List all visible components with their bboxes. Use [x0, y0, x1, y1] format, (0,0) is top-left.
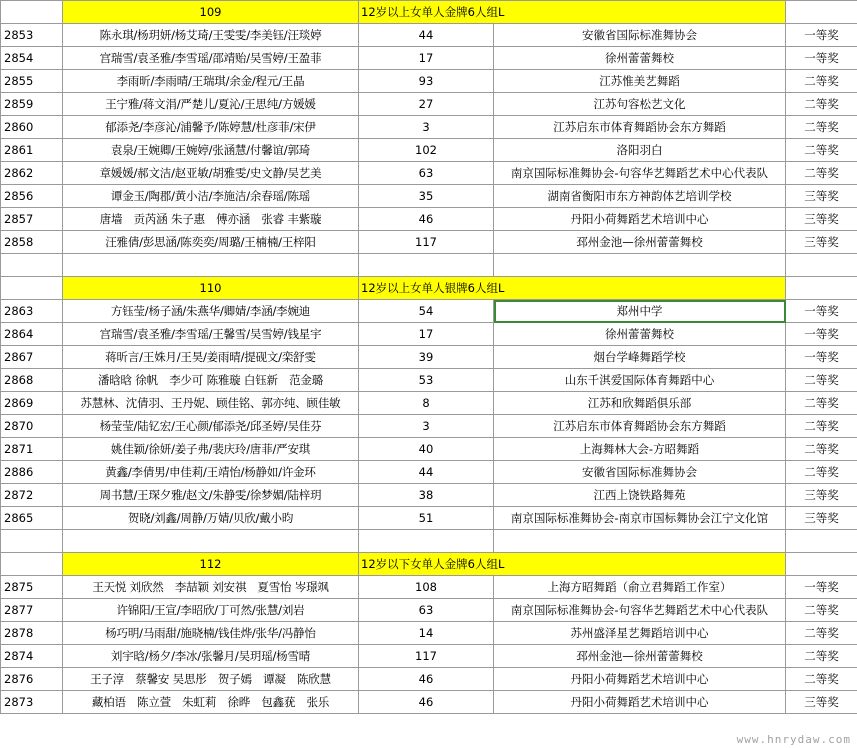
dancer-names[interactable]: 袁泉/王婉卿/王婉婷/张涵慧/付馨谊/郭琦: [63, 139, 359, 162]
award-level[interactable]: 二等奖: [786, 599, 857, 622]
dancer-names[interactable]: 王子淳 蔡馨安 吴思彤 贺子嫣 谭凝 陈欣慧: [63, 668, 359, 691]
team-count[interactable]: 38: [359, 484, 494, 507]
dancer-names[interactable]: 姚佳颖/徐妍/姜子弗/裴庆玲/唐菲/严安琪: [63, 438, 359, 461]
group-id[interactable]: 112: [63, 553, 359, 576]
empty-cell[interactable]: [786, 254, 857, 277]
dancer-names[interactable]: 李雨昕/李雨晴/王瑞琪/余金/程元/王晶: [63, 70, 359, 93]
team-count[interactable]: 53: [359, 369, 494, 392]
table-row: [1, 484, 857, 507]
award-level[interactable]: 二等奖: [786, 162, 857, 185]
dancer-names[interactable]: 苏慧林、沈倩羽、王丹妮、顾佳铭、郭亦纯、顾佳敏: [63, 392, 359, 415]
spacer-row: [1, 530, 857, 553]
table-row: [1, 369, 857, 392]
entry-number[interactable]: 2870: [1, 415, 63, 438]
table-row: [1, 162, 857, 185]
organization[interactable]: 江苏惟美艺舞蹈: [494, 70, 786, 93]
team-count[interactable]: 14: [359, 622, 494, 645]
organization[interactable]: 安徽省国际标准舞协会: [494, 461, 786, 484]
entry-number[interactable]: 2863: [1, 300, 63, 323]
organization[interactable]: 洛阳羽白: [494, 139, 786, 162]
table-row: [1, 24, 857, 47]
entry-number[interactable]: 2878: [1, 622, 63, 645]
award-level[interactable]: 二等奖: [786, 622, 857, 645]
award-level[interactable]: 一等奖: [786, 47, 857, 70]
team-count[interactable]: 108: [359, 576, 494, 599]
award-level[interactable]: 二等奖: [786, 392, 857, 415]
award-level[interactable]: 二等奖: [786, 438, 857, 461]
organization[interactable]: 邳州金池—徐州蕾蕾舞校: [494, 645, 786, 668]
watermark: www.hnrydaw.com: [736, 733, 851, 746]
dancer-names[interactable]: 宫瑞雪/袁圣雅/李雪瑶/邵靖贻/吴雪婷/王盈菲: [63, 47, 359, 70]
table-row: [1, 392, 857, 415]
organization[interactable]: 烟台学峰舞蹈学校: [494, 346, 786, 369]
empty-cell[interactable]: [63, 254, 359, 277]
empty-cell[interactable]: [786, 530, 857, 553]
organization[interactable]: 苏州盛泽星艺舞蹈培训中心: [494, 622, 786, 645]
entry-number[interactable]: 2855: [1, 70, 63, 93]
organization[interactable]: 江苏和欣舞蹈俱乐部: [494, 392, 786, 415]
award-level[interactable]: 二等奖: [786, 139, 857, 162]
entry-number[interactable]: 2857: [1, 208, 63, 231]
award-level[interactable]: 二等奖: [786, 116, 857, 139]
table-row: [1, 185, 857, 208]
team-count[interactable]: 3: [359, 415, 494, 438]
dancer-names[interactable]: 贺晓/刘鑫/周静/万婧/贝欣/戴小昀: [63, 507, 359, 530]
award-level[interactable]: 三等奖: [786, 185, 857, 208]
award-level[interactable]: 二等奖: [786, 645, 857, 668]
team-count[interactable]: 93: [359, 70, 494, 93]
group-id[interactable]: 109: [63, 1, 359, 24]
organization[interactable]: 丹阳小荷舞蹈艺术培训中心: [494, 208, 786, 231]
dancer-names[interactable]: 蒋昕言/王姝月/王昊/姜雨晴/提砚文/栾舒雯: [63, 346, 359, 369]
entry-number[interactable]: 2853: [1, 24, 63, 47]
table-row: [1, 461, 857, 484]
entry-number[interactable]: 2854: [1, 47, 63, 70]
spacer-row: [1, 254, 857, 277]
organization[interactable]: 江苏句容松艺文化: [494, 93, 786, 116]
empty-cell[interactable]: [359, 254, 494, 277]
award-level[interactable]: 二等奖: [786, 415, 857, 438]
table-row: [1, 116, 857, 139]
dancer-names[interactable]: 王天悦 刘欣然 李喆颖 刘安祺 夏雪怡 岑璟飒: [63, 576, 359, 599]
award-level[interactable]: 三等奖: [786, 507, 857, 530]
table-row: [1, 599, 857, 622]
table-row: [1, 139, 857, 162]
group-header-row: [1, 553, 857, 576]
sheet-body: [1, 1, 857, 714]
organization[interactable]: 上海方昭舞蹈（俞立君舞蹈工作室）: [494, 576, 786, 599]
organization[interactable]: 南京国际标准舞协会-句容华艺舞蹈艺术中心代表队: [494, 599, 786, 622]
dancer-names[interactable]: 谭金玉/陶郡/黄小洁/李施洁/余春瑶/陈瑶: [63, 185, 359, 208]
dancer-names[interactable]: 杨莹莹/陆钇宏/王心颜/郁添尧/邱圣婷/吴佳芬: [63, 415, 359, 438]
organization[interactable]: 丹阳小荷舞蹈艺术培训中心: [494, 668, 786, 691]
table-row: [1, 231, 857, 254]
table-row: [1, 622, 857, 645]
award-level[interactable]: 二等奖: [786, 668, 857, 691]
organization[interactable]: 江西上饶铁路舞苑: [494, 484, 786, 507]
award-level[interactable]: 一等奖: [786, 300, 857, 323]
team-count[interactable]: 102: [359, 139, 494, 162]
dancer-names[interactable]: 汪雅倩/彭思涵/陈奕奕/周璐/王楠楠/王梓阳: [63, 231, 359, 254]
group-title[interactable]: 12岁以上女单人银牌6人组L: [359, 277, 786, 300]
table-row: [1, 668, 857, 691]
table-row: [1, 47, 857, 70]
table-row: [1, 300, 857, 323]
dancer-names[interactable]: 郁添尧/李彦沁/浦馨予/陈婷慧/杜彦菲/宋伊: [63, 116, 359, 139]
entry-number[interactable]: 2859: [1, 93, 63, 116]
organization[interactable]: 江苏启东市体育舞蹈协会东方舞蹈: [494, 415, 786, 438]
group-id[interactable]: 110: [63, 277, 359, 300]
team-count[interactable]: 27: [359, 93, 494, 116]
dancer-names[interactable]: 刘宇晗/杨夕/李冰/张馨月/吴玥瑶/杨雪晴: [63, 645, 359, 668]
organization[interactable]: 丹阳小荷舞蹈艺术培训中心: [494, 691, 786, 714]
organization[interactable]: 安徽省国际标准舞协会: [494, 24, 786, 47]
team-count[interactable]: 44: [359, 24, 494, 47]
entry-number[interactable]: 2858: [1, 231, 63, 254]
dancer-names[interactable]: 杨巧明/马雨甜/施晓楠/钱佳烨/张华/冯静怡: [63, 622, 359, 645]
table-row: [1, 645, 857, 668]
award-level[interactable]: 二等奖: [786, 70, 857, 93]
empty-cell[interactable]: [1, 277, 63, 300]
dancer-names[interactable]: 唐墙 贡芮涵 朱子惠 傅亦涵 张睿 丰紫璇: [63, 208, 359, 231]
empty-cell[interactable]: [786, 1, 857, 24]
entry-number[interactable]: 2867: [1, 346, 63, 369]
empty-cell[interactable]: [359, 530, 494, 553]
entry-number[interactable]: 2869: [1, 392, 63, 415]
team-count[interactable]: 51: [359, 507, 494, 530]
award-level[interactable]: 三等奖: [786, 691, 857, 714]
dancer-names[interactable]: 宫瑞雪/袁圣雅/李雪瑶/王馨雪/吴雪婷/钱星宇: [63, 323, 359, 346]
entry-number[interactable]: 2874: [1, 645, 63, 668]
team-count[interactable]: 40: [359, 438, 494, 461]
award-level[interactable]: 二等奖: [786, 369, 857, 392]
empty-cell[interactable]: [1, 553, 63, 576]
award-level[interactable]: 三等奖: [786, 484, 857, 507]
entry-number[interactable]: 2877: [1, 599, 63, 622]
group-header-row: [1, 277, 857, 300]
empty-cell[interactable]: [494, 530, 786, 553]
team-count[interactable]: 46: [359, 668, 494, 691]
empty-cell[interactable]: [786, 553, 857, 576]
award-level[interactable]: 一等奖: [786, 323, 857, 346]
entry-number[interactable]: 2856: [1, 185, 63, 208]
entry-number[interactable]: 2861: [1, 139, 63, 162]
table-row: [1, 415, 857, 438]
empty-cell[interactable]: [494, 254, 786, 277]
organization[interactable]: 邳州金池—徐州蕾蕾舞校: [494, 231, 786, 254]
team-count[interactable]: 3: [359, 116, 494, 139]
empty-cell[interactable]: [786, 277, 857, 300]
entry-number[interactable]: 2864: [1, 323, 63, 346]
dancer-names[interactable]: 周书慧/王琛夕雅/赵文/朱静雯/徐梦媚/陆梓玥: [63, 484, 359, 507]
team-count[interactable]: 17: [359, 47, 494, 70]
entry-number[interactable]: 2872: [1, 484, 63, 507]
team-count[interactable]: 117: [359, 231, 494, 254]
empty-cell[interactable]: [1, 254, 63, 277]
award-level[interactable]: 二等奖: [786, 461, 857, 484]
entry-number[interactable]: 2873: [1, 691, 63, 714]
dancer-names[interactable]: 王宁雅/蒋文涓/严楚儿/夏沁/王思纯/方媛媛: [63, 93, 359, 116]
entry-number[interactable]: 2860: [1, 116, 63, 139]
award-level[interactable]: 三等奖: [786, 208, 857, 231]
award-level[interactable]: 一等奖: [786, 346, 857, 369]
entry-number[interactable]: 2868: [1, 369, 63, 392]
entry-number[interactable]: 2871: [1, 438, 63, 461]
table-row: [1, 93, 857, 116]
dancer-names[interactable]: 黄鑫/李倩男/申佳莉/王靖怡/杨静如/许金环: [63, 461, 359, 484]
dancer-names[interactable]: 藏柏语 陈立萱 朱虹莉 徐晔 包鑫莸 张乐: [63, 691, 359, 714]
table-row: [1, 208, 857, 231]
table-row: [1, 438, 857, 461]
team-count[interactable]: 46: [359, 208, 494, 231]
group-title[interactable]: 12岁以上女单人金牌6人组L: [359, 1, 786, 24]
organization[interactable]: 上海舞林大会-方昭舞蹈: [494, 438, 786, 461]
team-count[interactable]: 8: [359, 392, 494, 415]
empty-cell[interactable]: [1, 1, 63, 24]
entry-number[interactable]: 2875: [1, 576, 63, 599]
table-row: [1, 346, 857, 369]
entry-number[interactable]: 2876: [1, 668, 63, 691]
table-row: [1, 70, 857, 93]
award-level[interactable]: 一等奖: [786, 24, 857, 47]
dancer-names[interactable]: 潘晗晗 徐帆 李少可 陈雅璇 白钰新 范金璐: [63, 369, 359, 392]
empty-cell[interactable]: [63, 530, 359, 553]
table-row: [1, 691, 857, 714]
organization[interactable]: 山东千淇爱国际体育舞蹈中心: [494, 369, 786, 392]
entry-number[interactable]: 2862: [1, 162, 63, 185]
team-count[interactable]: 63: [359, 599, 494, 622]
team-count[interactable]: 117: [359, 645, 494, 668]
dancer-names[interactable]: 许锦阳/王宣/李昭欣/丁可然/张慧/刘岩: [63, 599, 359, 622]
group-title[interactable]: 12岁以下女单人金牌6人组L: [359, 553, 786, 576]
table-row: [1, 507, 857, 530]
team-count[interactable]: 39: [359, 346, 494, 369]
organization[interactable]: 徐州蕾蕾舞校: [494, 47, 786, 70]
organization[interactable]: 湖南省衡阳市东方神韵体艺培训学校: [494, 185, 786, 208]
dancer-names[interactable]: 方钰莹/杨子涵/朱燕华/卿婧/李涵/李婉迪: [63, 300, 359, 323]
table-row: [1, 323, 857, 346]
organization[interactable]: 郑州中学: [494, 300, 786, 323]
team-count[interactable]: 54: [359, 300, 494, 323]
table-row: [1, 576, 857, 599]
group-header-row: [1, 1, 857, 24]
dancer-names[interactable]: 陈永琪/杨玥妍/杨艾琦/王雯雯/李美钰/汪琰婷: [63, 24, 359, 47]
team-count[interactable]: 17: [359, 323, 494, 346]
empty-cell[interactable]: [1, 530, 63, 553]
entry-number[interactable]: 2865: [1, 507, 63, 530]
organization[interactable]: 江苏启东市体育舞蹈协会东方舞蹈: [494, 116, 786, 139]
team-count[interactable]: 63: [359, 162, 494, 185]
award-level[interactable]: 三等奖: [786, 231, 857, 254]
organization[interactable]: 南京国际标准舞协会-句容华艺舞蹈艺术中心代表队: [494, 162, 786, 185]
organization[interactable]: 南京国际标准舞协会-南京市国标舞协会江宁文化馆: [494, 507, 786, 530]
team-count[interactable]: 44: [359, 461, 494, 484]
award-level[interactable]: 一等奖: [786, 576, 857, 599]
team-count[interactable]: 46: [359, 691, 494, 714]
award-level[interactable]: 二等奖: [786, 93, 857, 116]
entry-number[interactable]: 2886: [1, 461, 63, 484]
team-count[interactable]: 35: [359, 185, 494, 208]
organization[interactable]: 徐州蕾蕾舞校: [494, 323, 786, 346]
dancer-names[interactable]: 章媛媛/郝文洁/赵亚敏/胡雅雯/史文静/吴艺美: [63, 162, 359, 185]
